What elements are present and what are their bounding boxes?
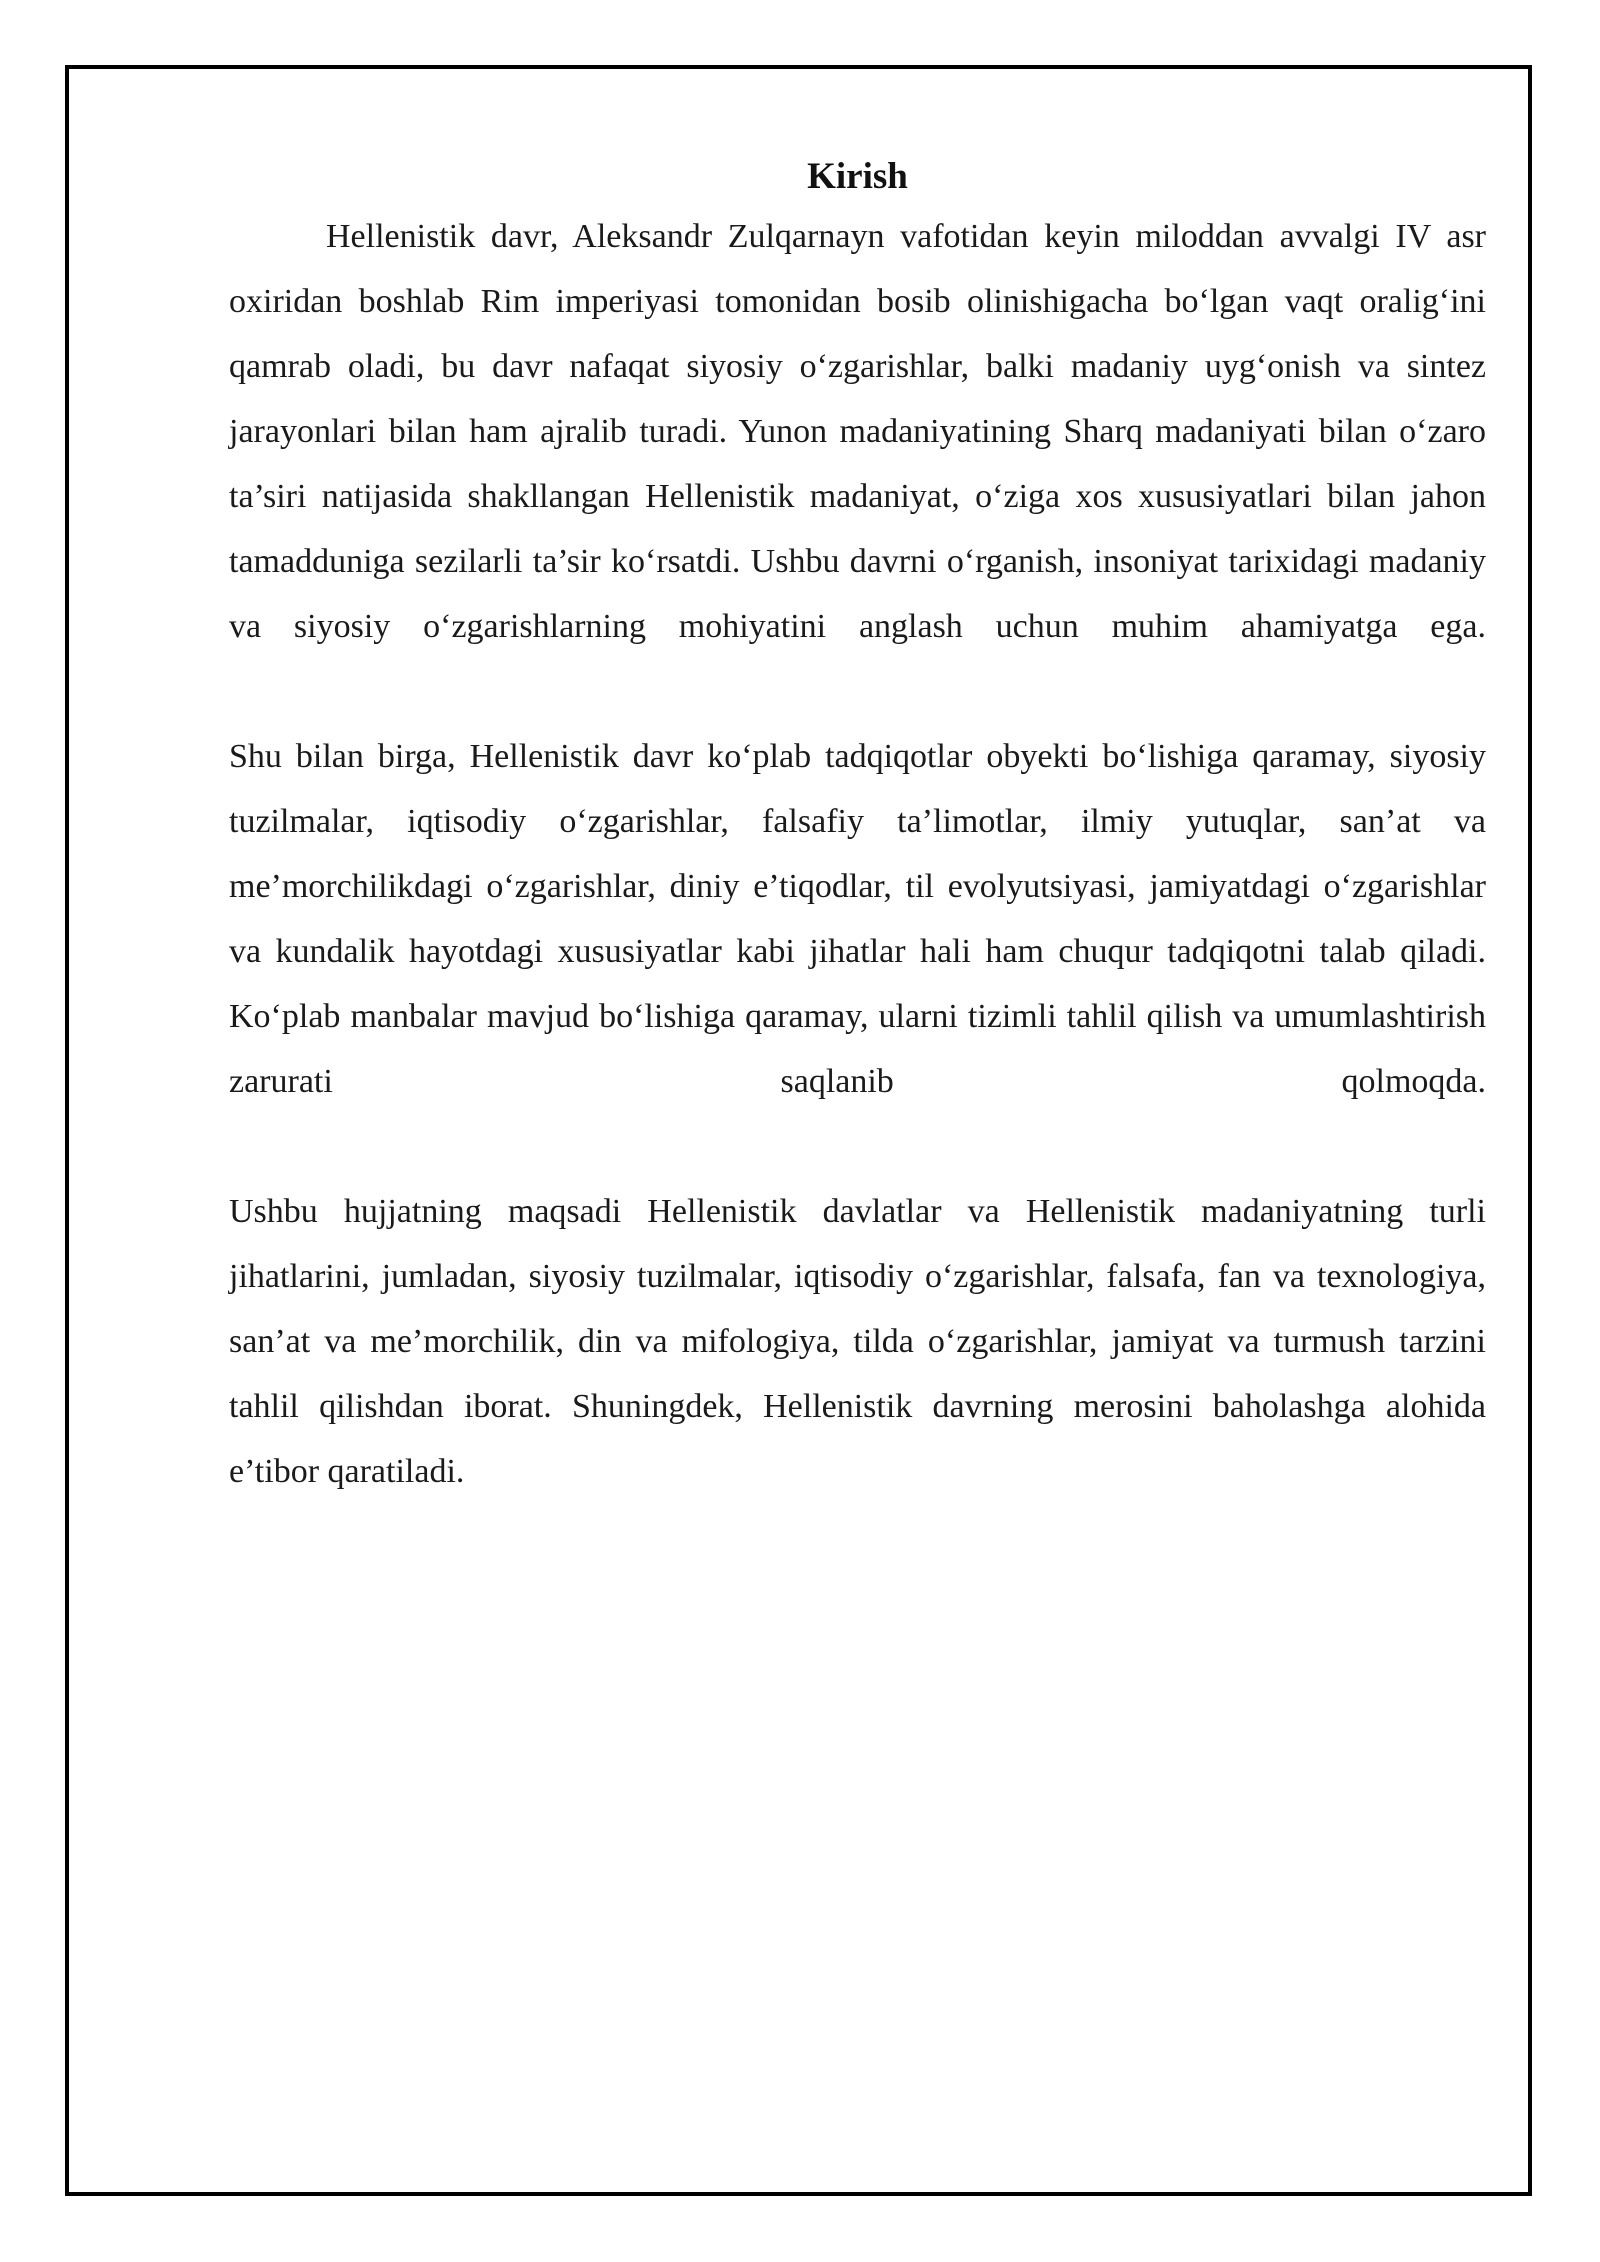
document-body (229, 150, 1486, 1504)
paragraph-2: Shu bilan birga, Hellenistik davr ko‘plab tadqiqotlar obyekti bo‘lishiga qaramay, siyosiy tuzilmalar, iqtisodiy o‘zgarishlar, falsafiy ta’limotlar, ilmiy yutuqlar, san’at va me’morchilikdagi o‘zgarishlar, diniy e’tiqodlar, til evolyutsiyasi, jamiyatdagi o‘zgarishlar va kundalik hayotdagi xususiyatlar kabi jihatlar hali ham chuqur tadqiqotni talab qiladi. Ko‘plab manbalar mavjud bo‘lishiga qaramay, ularni tizimli tahlil qilish va umumlashtirish zarurati saqlanib qolmoqda. (229, 738, 1486, 1100)
paragraph-spacer (229, 1114, 1486, 1179)
paragraph-1: Hellenistik davr, Aleksandr Zulqarnayn vafotidan keyin miloddan avvalgi IV asr oxiridan boshlab Rim imperiyasi tomonidan bosib olinishigacha bo‘lgan vaqt oralig‘ini qamrab oladi, bu davr nafaqat siyosiy o‘zgarishlar, balki madaniy uyg‘onish va sintez jarayonlari bilan ham ajralib turadi. Yunon madaniyatining Sharq madaniyati bilan o‘zaro ta’siri natijasida shakllangan Hellenistik madaniyat, o‘ziga xos xususiyatlari bilan jahon tamadduniga sezilarli ta’sir ko‘rsatdi. Ushbu davrni o‘rganish, insoniyat tarixidagi madaniy va siyosiy o‘zgarishlarning mohiyatini anglash uchun muhim ahamiyatga ega. (229, 218, 1486, 645)
document-title: Kirish (807, 156, 908, 197)
paragraph-spacer (229, 659, 1486, 724)
paragraph-3: Ushbu hujjatning maqsadi Hellenistik davlatlar va Hellenistik madaniyatning turli jihatlarini, jumladan, siyosiy tuzilmalar, iqtisodiy o‘zgarishlar, falsafa, fan va texnologiya, san’at va me’morchilik, din va mifologiya, tilda o‘zgarishlar, jamiyat va turmush tarzini tahlil qilishdan iborat. Shuningdek, Hellenistik davrning merosini baholashga alohida e’tibor qaratiladi. (229, 1193, 1486, 1490)
